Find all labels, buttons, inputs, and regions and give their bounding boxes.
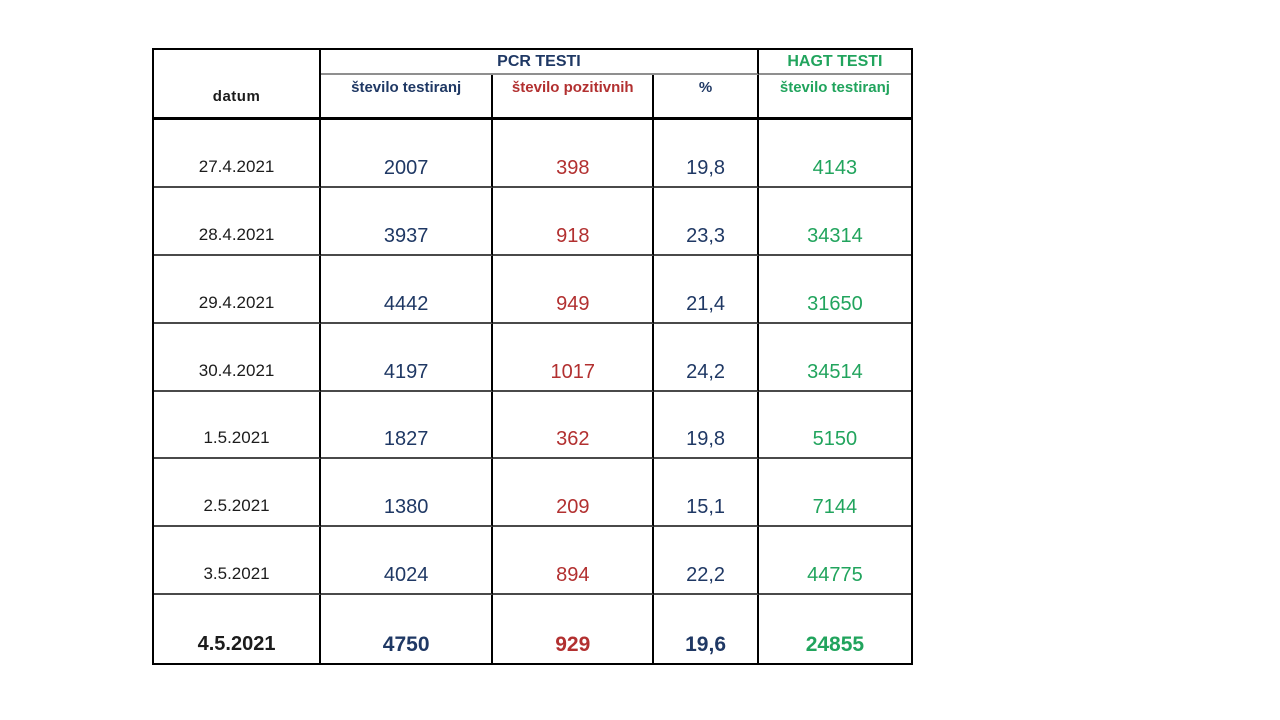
pcr-tested-cell: 4197 <box>321 324 493 392</box>
hagt-tested-cell: 7144 <box>759 459 911 527</box>
date-cell: 4.5.2021 <box>154 595 321 663</box>
datum-column-header: datum <box>154 50 321 120</box>
hagt-tested-cell: 34514 <box>759 324 911 392</box>
percent-cell: 22,2 <box>654 527 758 595</box>
pcr-positive-cell: 398 <box>493 120 654 188</box>
pcr-tested-cell: 3937 <box>321 188 493 256</box>
pcr-positive-cell: 949 <box>493 256 654 324</box>
pcr-tested-cell: 1827 <box>321 392 493 460</box>
hagt-tested-cell: 24855 <box>805 633 865 656</box>
percent-cell: 21,4 <box>654 256 758 324</box>
date-cell: 1.5.2021 <box>154 392 321 460</box>
percent-cell: 19,8 <box>654 392 758 460</box>
hagt-testi-group-header: HAGT TESTI <box>759 50 911 75</box>
pcr-positive-cell: 894 <box>493 527 654 595</box>
pcr-positive-cell: 1017 <box>493 324 654 392</box>
hagt-tested-cell: 44775 <box>759 527 911 595</box>
hagt-tested-cell: 34314 <box>759 188 911 256</box>
date-cell: 27.4.2021 <box>154 120 321 188</box>
date-cell: 29.4.2021 <box>154 256 321 324</box>
pcr-positive-cell: 209 <box>493 459 654 527</box>
pcr-tested-cell: 2007 <box>321 120 493 188</box>
date-cell: 30.4.2021 <box>154 324 321 392</box>
pcr-positive-cell: 362 <box>493 392 654 460</box>
pcr-tested-cell: 4024 <box>321 527 493 595</box>
hagt-tested-cell: 5150 <box>759 392 911 460</box>
pcr-tested-cell: 4750 <box>321 595 493 663</box>
hagt-tested-cell: 4143 <box>759 120 911 188</box>
percent-cell: 24,2 <box>654 324 758 392</box>
date-cell: 2.5.2021 <box>154 459 321 527</box>
percent-cell: 15,1 <box>654 459 758 527</box>
percent-cell: 23,3 <box>654 188 758 256</box>
percent-cell: 19,6 <box>654 595 758 663</box>
date-cell: 3.5.2021 <box>154 527 321 595</box>
percent-cell: 19,8 <box>654 120 758 188</box>
hagt-tested-column-header: število testiranj <box>759 75 911 120</box>
hagt-tested-cell: 31650 <box>759 256 911 324</box>
pcr-tested-column-header: število testiranj <box>321 75 493 120</box>
pcr-tested-cell: 4442 <box>321 256 493 324</box>
covid-test-table <box>152 48 913 665</box>
percent-column-header: % <box>654 75 758 120</box>
pcr-testi-group-header: PCR TESTI <box>321 50 759 75</box>
pcr-positive-cell: 918 <box>493 188 654 256</box>
pcr-tested-cell: 1380 <box>321 459 493 527</box>
pcr-positive-column-header: število pozitivnih <box>493 75 654 120</box>
pcr-positive-cell: 929 <box>493 595 654 663</box>
date-cell: 28.4.2021 <box>154 188 321 256</box>
